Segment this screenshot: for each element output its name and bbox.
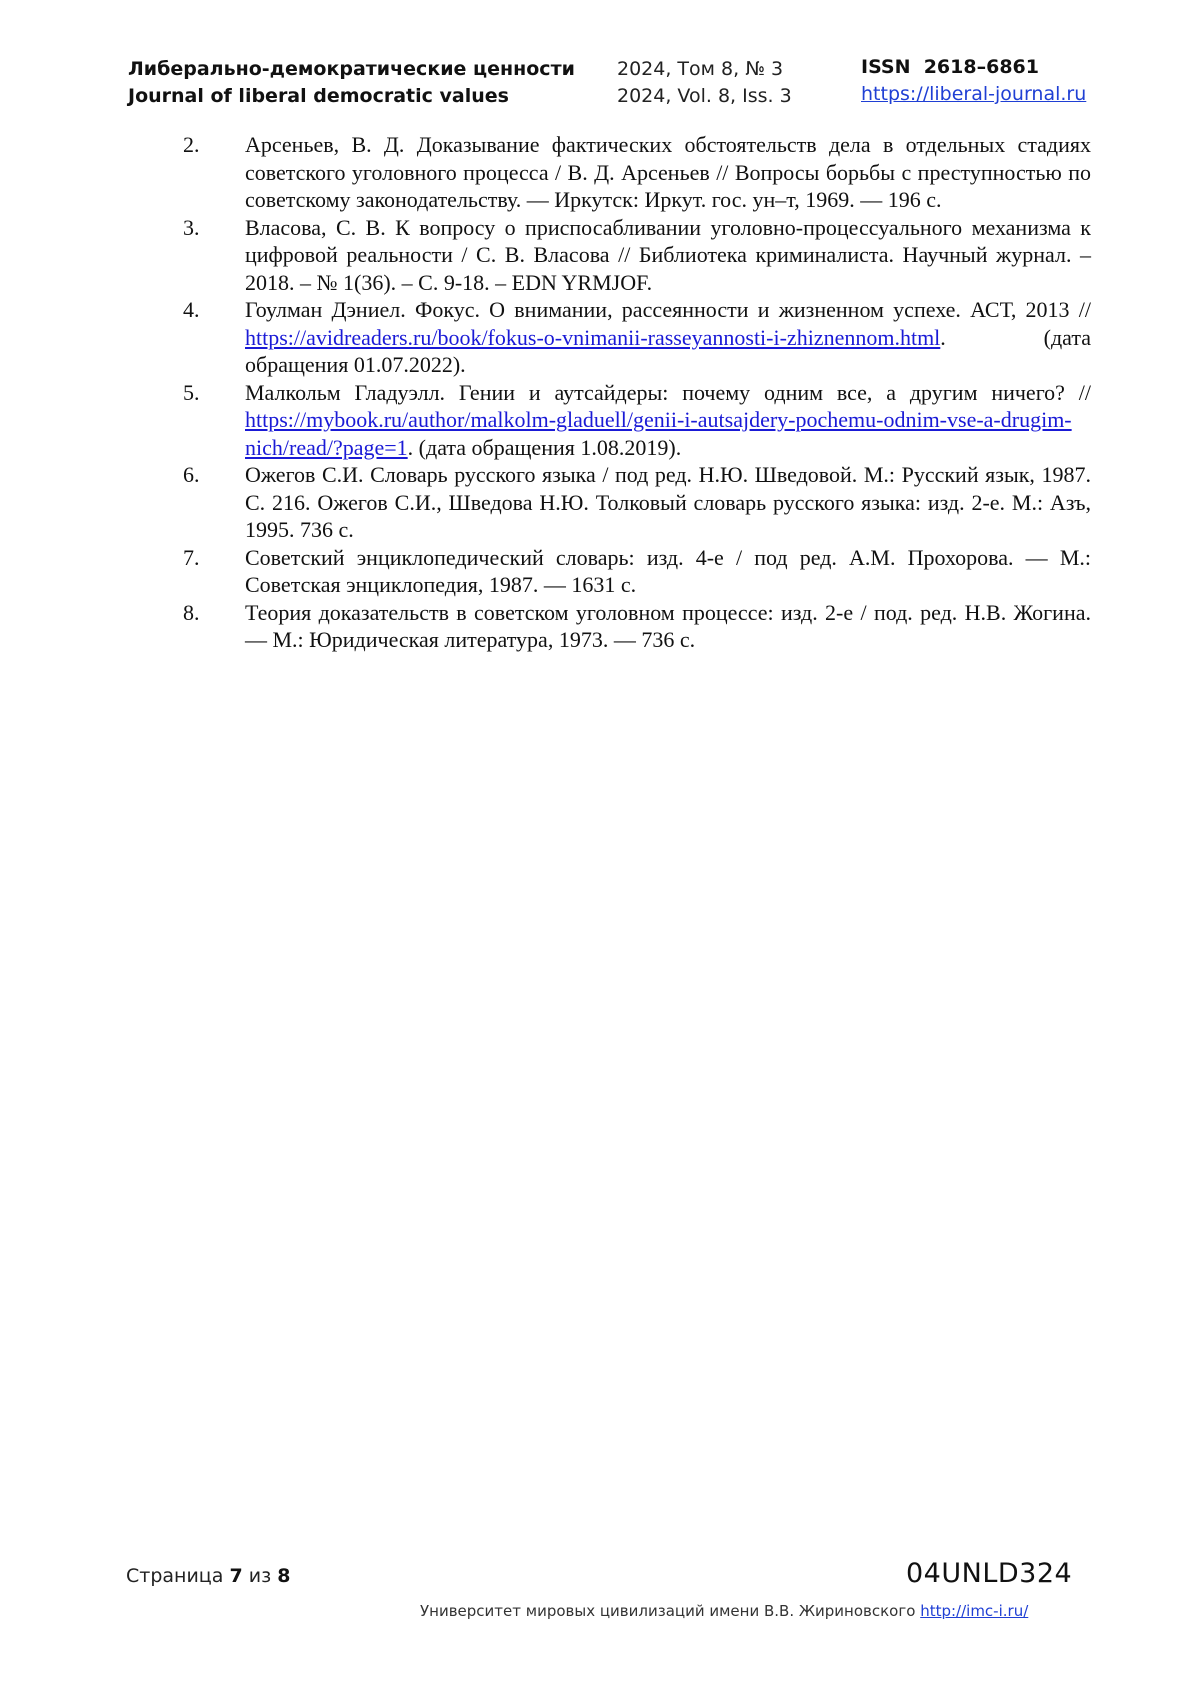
page-total: 8 [277,1565,291,1587]
journal-title-ru: Либерально-демократические ценности [128,58,575,80]
journal-title-en: Journal of liberal democratic values [128,85,509,107]
issue-ru: 2024, Том 8, № 3 [617,58,784,80]
reference-text: Малкольм Гладуэлл. Гении и аутсайдеры: почему одним все, а другим ничего? // [245,379,1091,405]
reference-text-after: . (дата обращения 1.08.2019). [407,434,682,460]
reference-text: Арсеньев, В. Д. Доказывание фактических обстоятельств дела в отдельных стадиях советского уголовного процесса / В. Д. Арсеньев // Вопросы борьбы с преступностью по советскому законодательству. — Иркутск: Иркут. гос. ун–т, 1969. — 196 с. [245,132,1091,212]
reference-text: Власова, С. В. К вопросу о приспосабливании уголовно-процессуального механизма к цифровой реальности / С. В. Власова // Библиотека криминалиста. Научный журнал. – 2018. – № 1(36). – С. 9-18. – EDN YRMJOF. [245,214,1091,295]
reference-text: Ожегов С.И. Словарь русского языка / под ред. Н.Ю. Шведовой. М.: Русский язык, 1987. С. 216. Ожегов С.И., Шведова Н.Ю. Толковый словарь русского языка: изд. 2-е. М.: Азъ, 1995. 736 с. [245,462,1091,542]
reference-item [183,544,1091,599]
issue-en: 2024, Vol. 8, Iss. 3 [617,85,792,107]
reference-number: 5. [183,379,200,405]
reference-number: 2. [183,132,200,157]
reference-link[interactable]: https://mybook.ru/author/malkolm-gladuell/genii-i-autsajdery-pochemu-odnim-vse-a-drugim-nich/read/?page=1 [245,407,1072,460]
reference-item [183,296,1091,379]
university-line [420,1602,1028,1620]
reference-item [183,461,1091,544]
issue-info [617,56,792,110]
reference-text: Гоулман Дэниел. Фокус. О внимании, рассеянности и жизненном успехе. АСТ, 2013 // [245,297,1091,322]
reference-item [183,214,1091,297]
reference-text: Теория доказательств в советском уголовном процессе: изд. 2-е / под. ред. Н.В. Жогина. — М.: Юридическая литература, 1973. — 736 с. [245,599,1091,652]
reference-text-after: . (дата обращения 01.07.2022). [245,324,1091,377]
reference-item [183,599,1091,654]
journal-title-block [128,56,575,110]
page-header [0,56,1200,116]
reference-item [183,131,1091,214]
reference-number: 4. [183,297,200,322]
of-word: из [248,1565,272,1587]
reference-number: 8. [183,599,200,625]
reference-number: 6. [183,462,200,487]
article-code: 04UNLD324 [906,1558,1073,1589]
page-number: 7 [229,1565,243,1587]
reference-text: Советский энциклопедический словарь: изд. 4-е / под ред. А.М. Прохорова. — М.: Советская энциклопедия, 1987. — 1631 с. [245,544,1091,597]
reference-item [183,379,1091,462]
page-word: Страница [126,1565,224,1587]
university-link[interactable]: http://imc-i.ru/ [920,1602,1029,1620]
issn: ISSN 2618–6861 [861,56,1039,78]
reference-link[interactable]: https://avidreaders.ru/book/fokus-o-vnimanii-rasseyannosti-i-zhiznennom.html [245,324,941,350]
university-name: Университет мировых цивилизаций имени В.В. Жириновского [420,1602,916,1620]
page-counter [126,1565,290,1587]
reference-number: 7. [183,544,200,570]
reference-number: 3. [183,214,200,240]
issn-block [861,54,1086,108]
journal-site-link[interactable]: https://liberal-journal.ru [861,83,1087,105]
reference-list [183,131,1091,654]
